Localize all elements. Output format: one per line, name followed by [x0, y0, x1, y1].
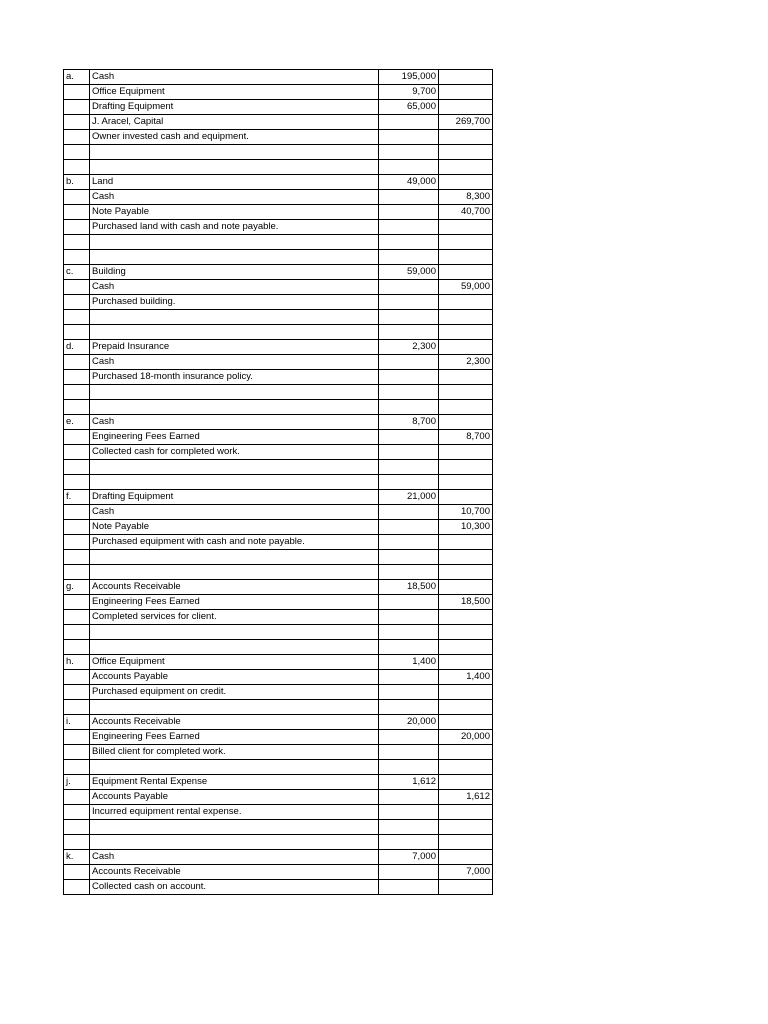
blank-cell — [90, 820, 379, 835]
description-row — [64, 295, 493, 310]
journal-line-row — [64, 175, 493, 190]
account-name: Accounts Receivable — [90, 715, 379, 730]
credit-amount: 59,000 — [439, 280, 493, 295]
journal-table — [63, 69, 493, 895]
account-name: Cash — [90, 505, 379, 520]
blank-cell — [439, 475, 493, 490]
account-name: Engineering Fees Earned — [90, 430, 379, 445]
credit-amount — [439, 775, 493, 790]
journal-line-row — [64, 85, 493, 100]
blank-row — [64, 400, 493, 415]
entry-letter-empty — [64, 130, 90, 145]
journal-line-row — [64, 730, 493, 745]
blank-cell — [379, 625, 439, 640]
blank-row — [64, 160, 493, 175]
account-name: Cash — [90, 280, 379, 295]
credit-amount: 10,300 — [439, 520, 493, 535]
blank-row — [64, 460, 493, 475]
blank-cell — [379, 250, 439, 265]
entry-description: Owner invested cash and equipment. — [90, 130, 379, 145]
blank-cell — [64, 460, 90, 475]
blank-cell — [90, 475, 379, 490]
debit-amount-empty — [379, 745, 439, 760]
entry-letter: i. — [64, 715, 90, 730]
debit-amount — [379, 730, 439, 745]
credit-amount-empty — [439, 610, 493, 625]
debit-amount-empty — [379, 685, 439, 700]
debit-amount: 8,700 — [379, 415, 439, 430]
credit-amount — [439, 70, 493, 85]
entry-letter: f. — [64, 490, 90, 505]
entry-letter: d. — [64, 340, 90, 355]
credit-amount-empty — [439, 445, 493, 460]
debit-amount — [379, 430, 439, 445]
debit-amount: 49,000 — [379, 175, 439, 190]
blank-cell — [90, 235, 379, 250]
credit-amount-empty — [439, 295, 493, 310]
journal-body — [64, 70, 493, 895]
credit-amount: 40,700 — [439, 205, 493, 220]
entry-letter-empty — [64, 115, 90, 130]
blank-cell — [90, 400, 379, 415]
blank-cell — [439, 385, 493, 400]
description-row — [64, 220, 493, 235]
credit-amount — [439, 850, 493, 865]
entry-letter-empty — [64, 865, 90, 880]
account-name: Cash — [90, 415, 379, 430]
blank-row — [64, 760, 493, 775]
account-name: Drafting Equipment — [90, 100, 379, 115]
account-name: Note Payable — [90, 520, 379, 535]
blank-cell — [379, 400, 439, 415]
blank-cell — [439, 625, 493, 640]
entry-letter-empty — [64, 205, 90, 220]
debit-amount: 65,000 — [379, 100, 439, 115]
credit-amount — [439, 265, 493, 280]
credit-amount — [439, 715, 493, 730]
credit-amount — [439, 580, 493, 595]
debit-amount-empty — [379, 535, 439, 550]
journal-line-row — [64, 655, 493, 670]
entry-description: Purchased equipment with cash and note payable. — [90, 535, 379, 550]
debit-amount — [379, 670, 439, 685]
blank-cell — [439, 760, 493, 775]
account-name: Prepaid Insurance — [90, 340, 379, 355]
journal-line-row — [64, 790, 493, 805]
blank-row — [64, 835, 493, 850]
entry-description: Purchased building. — [90, 295, 379, 310]
entry-letter: e. — [64, 415, 90, 430]
credit-amount-empty — [439, 370, 493, 385]
blank-cell — [379, 145, 439, 160]
credit-amount: 1,612 — [439, 790, 493, 805]
debit-amount-empty — [379, 445, 439, 460]
blank-cell — [439, 460, 493, 475]
entry-letter: j. — [64, 775, 90, 790]
account-name: Cash — [90, 190, 379, 205]
entry-description: Purchased land with cash and note payable. — [90, 220, 379, 235]
entry-letter-empty — [64, 370, 90, 385]
entry-letter: a. — [64, 70, 90, 85]
debit-amount: 7,000 — [379, 850, 439, 865]
description-row — [64, 805, 493, 820]
blank-cell — [90, 640, 379, 655]
blank-cell — [64, 550, 90, 565]
blank-cell — [90, 550, 379, 565]
account-name: Accounts Receivable — [90, 580, 379, 595]
blank-cell — [64, 235, 90, 250]
blank-row — [64, 475, 493, 490]
blank-cell — [64, 250, 90, 265]
debit-amount — [379, 190, 439, 205]
entry-description: Collected cash for completed work. — [90, 445, 379, 460]
blank-cell — [439, 400, 493, 415]
credit-amount — [439, 85, 493, 100]
debit-amount: 1,612 — [379, 775, 439, 790]
credit-amount — [439, 175, 493, 190]
journal-line-row — [64, 265, 493, 280]
debit-amount: 195,000 — [379, 70, 439, 85]
credit-amount — [439, 490, 493, 505]
blank-cell — [90, 385, 379, 400]
blank-cell — [64, 700, 90, 715]
blank-cell — [64, 160, 90, 175]
blank-row — [64, 250, 493, 265]
account-name: Accounts Payable — [90, 790, 379, 805]
credit-amount: 1,400 — [439, 670, 493, 685]
blank-cell — [64, 310, 90, 325]
journal-line-row — [64, 115, 493, 130]
credit-amount — [439, 415, 493, 430]
blank-cell — [64, 835, 90, 850]
debit-amount — [379, 520, 439, 535]
blank-cell — [439, 310, 493, 325]
entry-letter-empty — [64, 505, 90, 520]
journal-line-row — [64, 865, 493, 880]
entry-letter: b. — [64, 175, 90, 190]
journal-line-row — [64, 340, 493, 355]
journal-line-row — [64, 280, 493, 295]
blank-row — [64, 385, 493, 400]
account-name: Cash — [90, 850, 379, 865]
blank-cell — [379, 565, 439, 580]
journal-line-row — [64, 580, 493, 595]
entry-letter-empty — [64, 295, 90, 310]
blank-cell — [64, 625, 90, 640]
journal-line-row — [64, 70, 493, 85]
journal-line-row — [64, 670, 493, 685]
journal-line-row — [64, 505, 493, 520]
entry-description: Purchased equipment on credit. — [90, 685, 379, 700]
debit-amount-empty — [379, 880, 439, 895]
journal-line-row — [64, 355, 493, 370]
entry-letter-empty — [64, 445, 90, 460]
entry-letter-empty — [64, 520, 90, 535]
blank-row — [64, 310, 493, 325]
credit-amount-empty — [439, 535, 493, 550]
account-name: Office Equipment — [90, 85, 379, 100]
blank-cell — [379, 460, 439, 475]
debit-amount: 20,000 — [379, 715, 439, 730]
entry-letter-empty — [64, 790, 90, 805]
account-name: Engineering Fees Earned — [90, 730, 379, 745]
blank-cell — [379, 235, 439, 250]
credit-amount — [439, 100, 493, 115]
blank-row — [64, 325, 493, 340]
blank-cell — [90, 565, 379, 580]
entry-letter-empty — [64, 430, 90, 445]
debit-amount: 2,300 — [379, 340, 439, 355]
description-row — [64, 610, 493, 625]
credit-amount-empty — [439, 805, 493, 820]
entry-letter-empty — [64, 535, 90, 550]
credit-amount — [439, 655, 493, 670]
entry-letter: k. — [64, 850, 90, 865]
blank-cell — [379, 325, 439, 340]
debit-amount — [379, 505, 439, 520]
blank-cell — [439, 235, 493, 250]
entry-description: Collected cash on account. — [90, 880, 379, 895]
description-row — [64, 370, 493, 385]
description-row — [64, 880, 493, 895]
journal-line-row — [64, 190, 493, 205]
account-name: Accounts Payable — [90, 670, 379, 685]
account-name: Drafting Equipment — [90, 490, 379, 505]
credit-amount: 2,300 — [439, 355, 493, 370]
blank-cell — [379, 385, 439, 400]
blank-cell — [439, 145, 493, 160]
entry-letter-empty — [64, 355, 90, 370]
credit-amount — [439, 340, 493, 355]
debit-amount — [379, 595, 439, 610]
debit-amount-empty — [379, 805, 439, 820]
credit-amount: 18,500 — [439, 595, 493, 610]
entry-description: Completed services for client. — [90, 610, 379, 625]
blank-row — [64, 550, 493, 565]
journal-line-row — [64, 520, 493, 535]
blank-cell — [64, 145, 90, 160]
entry-letter-empty — [64, 730, 90, 745]
credit-amount-empty — [439, 880, 493, 895]
blank-cell — [379, 550, 439, 565]
entry-letter-empty — [64, 670, 90, 685]
journal-line-row — [64, 490, 493, 505]
blank-cell — [64, 475, 90, 490]
blank-cell — [64, 820, 90, 835]
account-name: Cash — [90, 355, 379, 370]
debit-amount — [379, 790, 439, 805]
credit-amount: 8,700 — [439, 430, 493, 445]
blank-cell — [439, 640, 493, 655]
entry-letter-empty — [64, 745, 90, 760]
account-name: Equipment Rental Expense — [90, 775, 379, 790]
entry-letter-empty — [64, 220, 90, 235]
debit-amount — [379, 280, 439, 295]
description-row — [64, 130, 493, 145]
blank-cell — [379, 760, 439, 775]
blank-cell — [64, 760, 90, 775]
debit-amount: 9,700 — [379, 85, 439, 100]
entry-letter: c. — [64, 265, 90, 280]
blank-cell — [379, 820, 439, 835]
blank-row — [64, 235, 493, 250]
entry-letter-empty — [64, 280, 90, 295]
debit-amount-empty — [379, 295, 439, 310]
debit-amount: 59,000 — [379, 265, 439, 280]
blank-cell — [64, 325, 90, 340]
blank-cell — [90, 160, 379, 175]
blank-cell — [90, 625, 379, 640]
debit-amount-empty — [379, 610, 439, 625]
entry-description: Purchased 18-month insurance policy. — [90, 370, 379, 385]
blank-cell — [64, 400, 90, 415]
blank-cell — [379, 475, 439, 490]
description-row — [64, 445, 493, 460]
credit-amount-empty — [439, 220, 493, 235]
account-name: Accounts Receivable — [90, 865, 379, 880]
entry-description: Incurred equipment rental expense. — [90, 805, 379, 820]
credit-amount-empty — [439, 685, 493, 700]
account-name: Engineering Fees Earned — [90, 595, 379, 610]
blank-cell — [90, 310, 379, 325]
journal-line-row — [64, 430, 493, 445]
debit-amount — [379, 205, 439, 220]
entry-letter-empty — [64, 685, 90, 700]
blank-cell — [90, 250, 379, 265]
journal-line-row — [64, 715, 493, 730]
blank-cell — [90, 700, 379, 715]
entry-description: Billed client for completed work. — [90, 745, 379, 760]
blank-cell — [439, 550, 493, 565]
blank-cell — [439, 565, 493, 580]
entry-letter-empty — [64, 595, 90, 610]
account-name: Office Equipment — [90, 655, 379, 670]
account-name: J. Aracel, Capital — [90, 115, 379, 130]
blank-row — [64, 820, 493, 835]
blank-cell — [90, 460, 379, 475]
blank-row — [64, 625, 493, 640]
blank-row — [64, 145, 493, 160]
entry-letter: g. — [64, 580, 90, 595]
blank-row — [64, 700, 493, 715]
entry-letter-empty — [64, 880, 90, 895]
entry-letter: h. — [64, 655, 90, 670]
blank-cell — [64, 385, 90, 400]
description-row — [64, 745, 493, 760]
entry-letter-empty — [64, 85, 90, 100]
blank-cell — [90, 835, 379, 850]
credit-amount: 8,300 — [439, 190, 493, 205]
credit-amount: 269,700 — [439, 115, 493, 130]
blank-row — [64, 565, 493, 580]
blank-cell — [379, 835, 439, 850]
entry-letter-empty — [64, 190, 90, 205]
credit-amount: 20,000 — [439, 730, 493, 745]
debit-amount-empty — [379, 370, 439, 385]
debit-amount-empty — [379, 130, 439, 145]
journal-line-row — [64, 850, 493, 865]
blank-cell — [439, 820, 493, 835]
journal-line-row — [64, 100, 493, 115]
debit-amount: 18,500 — [379, 580, 439, 595]
account-name: Note Payable — [90, 205, 379, 220]
blank-row — [64, 640, 493, 655]
credit-amount-empty — [439, 130, 493, 145]
entry-letter-empty — [64, 805, 90, 820]
debit-amount — [379, 355, 439, 370]
entry-letter-empty — [64, 610, 90, 625]
debit-amount: 21,000 — [379, 490, 439, 505]
credit-amount: 10,700 — [439, 505, 493, 520]
blank-cell — [64, 565, 90, 580]
journal-line-row — [64, 775, 493, 790]
blank-cell — [379, 160, 439, 175]
debit-amount — [379, 865, 439, 880]
blank-cell — [379, 700, 439, 715]
blank-cell — [90, 760, 379, 775]
blank-cell — [439, 835, 493, 850]
account-name: Building — [90, 265, 379, 280]
account-name: Cash — [90, 70, 379, 85]
journal-line-row — [64, 595, 493, 610]
blank-cell — [90, 145, 379, 160]
description-row — [64, 535, 493, 550]
blank-cell — [379, 310, 439, 325]
debit-amount: 1,400 — [379, 655, 439, 670]
credit-amount-empty — [439, 745, 493, 760]
debit-amount-empty — [379, 220, 439, 235]
blank-cell — [379, 640, 439, 655]
blank-cell — [439, 250, 493, 265]
debit-amount — [379, 115, 439, 130]
account-name: Land — [90, 175, 379, 190]
journal-line-row — [64, 205, 493, 220]
blank-cell — [439, 325, 493, 340]
journal-line-row — [64, 415, 493, 430]
entry-letter-empty — [64, 100, 90, 115]
blank-cell — [439, 700, 493, 715]
blank-cell — [439, 160, 493, 175]
description-row — [64, 685, 493, 700]
credit-amount: 7,000 — [439, 865, 493, 880]
blank-cell — [64, 640, 90, 655]
blank-cell — [90, 325, 379, 340]
